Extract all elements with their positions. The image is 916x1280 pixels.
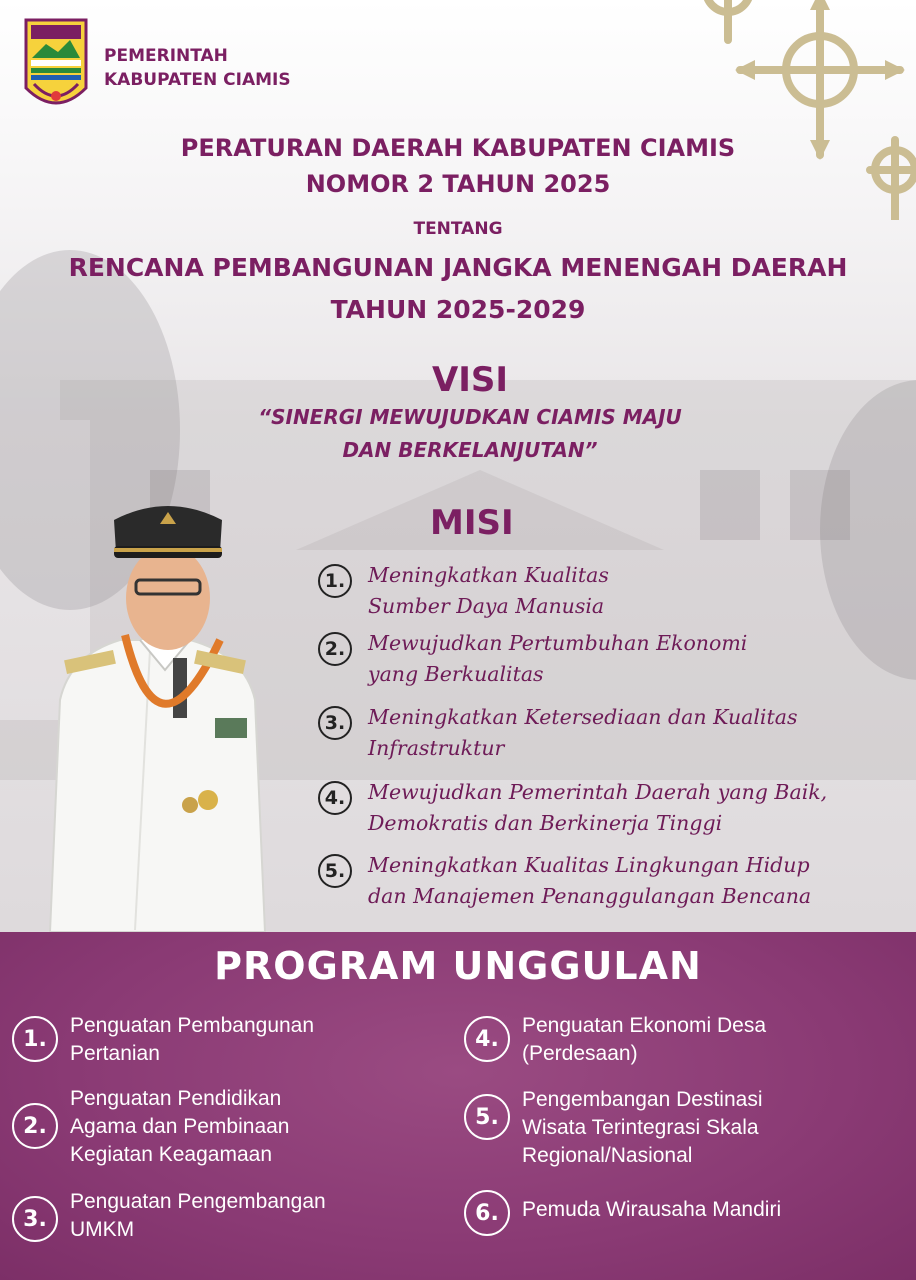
misi-number: 3. (318, 706, 352, 740)
misi-label (368, 560, 908, 622)
misi-label-line-2: yang Berkualitas (368, 662, 544, 686)
program-label-line: Penguatan Pengembangan (70, 1190, 326, 1213)
official-portrait-image (40, 500, 270, 932)
misi-number: 4. (318, 781, 352, 815)
misi-label (368, 702, 908, 764)
misi-label-line-1: Meningkatkan Kualitas Lingkungan Hidup (368, 853, 810, 877)
program-label-line: Wisata Terintegrasi Skala (522, 1116, 759, 1139)
program-label-line: UMKM (70, 1218, 135, 1241)
misi-label-line-1: Meningkatkan Kualitas (368, 563, 609, 587)
misi-label-line-2: Infrastruktur (368, 736, 505, 760)
program-number: 5. (464, 1094, 510, 1140)
misi-label-line-2: Demokratis dan Berkinerja Tinggi (368, 811, 723, 835)
misi-number: 5. (318, 854, 352, 888)
regulation-subject: RENCANA PEMBANGUNAN JANGKA MENENGAH DAERAH (68, 253, 848, 282)
regulation-tentang: TENTANG (413, 219, 503, 239)
regulation-number: NOMOR 2 TAHUN 2025 (305, 170, 611, 198)
program-heading: PROGRAM UNGGULAN (214, 944, 702, 988)
program-label-line: Agama dan Pembinaan (70, 1115, 290, 1138)
misi-label-line-2: dan Manajemen Penanggulangan Bencana (368, 884, 812, 908)
visi-line-2: DAN BERKELANJUTAN” (342, 438, 598, 462)
program-label (522, 1012, 766, 1068)
program-label-line: Pertanian (70, 1042, 160, 1065)
program-label-line: Penguatan Ekonomi Desa (522, 1014, 766, 1037)
program-label-line: Kegiatan Keagamaan (70, 1143, 272, 1166)
program-item (12, 1087, 452, 1173)
misi-item (318, 702, 908, 772)
program-label (70, 1188, 326, 1244)
gov-line-1: PEMERINTAH (104, 46, 228, 66)
program-label-line: Regional/Nasional (522, 1144, 693, 1167)
program-number: 1. (12, 1016, 58, 1062)
program-label-line: Penguatan Pendidikan (70, 1087, 282, 1110)
program-label-line: Penguatan Pembangunan (70, 1014, 315, 1037)
misi-item (318, 628, 908, 698)
program-item (464, 1190, 904, 1260)
misi-label-line-2: Sumber Daya Manusia (368, 594, 605, 618)
misi-item (318, 560, 908, 630)
visi-heading: VISI (431, 360, 509, 400)
program-number: 3. (12, 1196, 58, 1242)
program-number: 4. (464, 1016, 510, 1062)
program-item (464, 1088, 904, 1167)
program-item (12, 1190, 452, 1266)
program-label-line: Pemuda Wirausaha Mandiri (522, 1198, 782, 1221)
program-label (70, 1012, 314, 1068)
background-window (790, 470, 850, 540)
misi-item (318, 850, 908, 920)
misi-label-line-1: Mewujudkan Pertumbuhan Ekonomi (368, 631, 748, 655)
program-label (70, 1085, 290, 1169)
background-window (700, 470, 760, 540)
misi-item (318, 777, 908, 847)
misi-label (368, 777, 908, 839)
program-label (522, 1086, 763, 1170)
program-item (464, 1016, 904, 1086)
misi-number: 1. (318, 564, 352, 598)
program-number: 2. (12, 1103, 58, 1149)
gov-line-2: KABUPATEN CIAMIS (104, 70, 291, 90)
misi-heading: MISI (430, 503, 514, 543)
program-item (12, 1016, 452, 1086)
regulation-title: PERATURAN DAERAH KABUPATEN CIAMIS (180, 134, 736, 162)
ciamis-logo-icon (24, 18, 88, 118)
program-label (522, 1196, 781, 1224)
misi-number: 2. (318, 632, 352, 666)
visi-line-1: “SINERGI MEWUJUDKAN CIAMIS MAJU (258, 405, 682, 429)
misi-label-line-1: Meningkatkan Ketersediaan dan Kualitas (368, 705, 798, 729)
program-label-line: (Perdesaan) (522, 1042, 638, 1065)
misi-label-line-1: Mewujudkan Pemerintah Daerah yang Baik, (368, 780, 828, 804)
misi-label (368, 628, 908, 690)
misi-label (368, 850, 908, 912)
program-number: 6. (464, 1190, 510, 1236)
regulation-years: TAHUN 2025-2029 (330, 295, 586, 324)
government-name (104, 44, 291, 92)
program-label-line: Pengembangan Destinasi (522, 1088, 763, 1111)
